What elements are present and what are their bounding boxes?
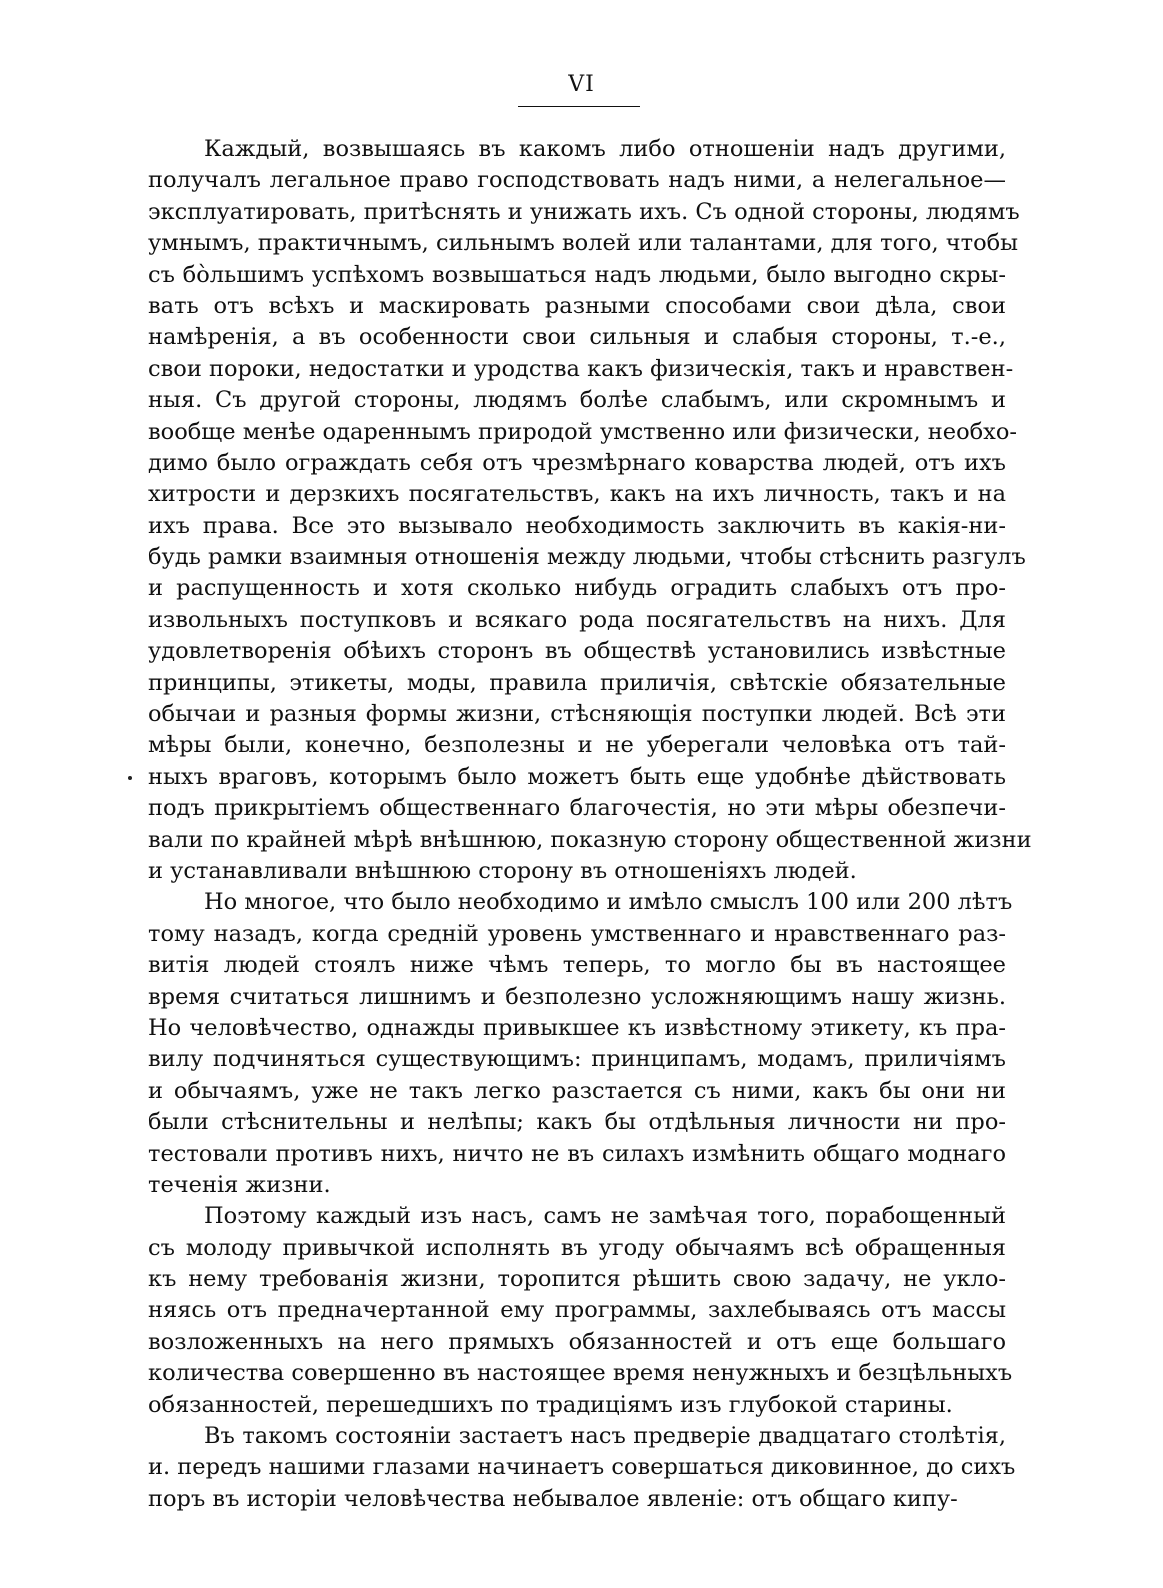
text-line: и распущенность и хотя сколько нибудь оградить слабыхъ отъ про- <box>148 575 1006 602</box>
page-header <box>0 72 1163 97</box>
text-line: Каждый, возвышаясь въ какомъ либо отношеніи надъ другими, <box>204 136 1006 162</box>
text-line: количества совершенно въ настоящее время ненужныхъ и безцѣльныхъ <box>148 1360 1013 1387</box>
text-line: Поэтому каждый изъ насъ, самъ не замѣчая того, порабощенный <box>204 1203 1006 1230</box>
text-line: ихъ права. Все это вызывало необходимость заключить въ какія-ни- <box>148 512 1006 539</box>
text-line: свои пороки, недостатки и уродства какъ физическія, такъ и нравствен- <box>148 355 1014 382</box>
text-line: и обычаямъ, уже не такъ легко разстается съ ними, какъ бы они ни <box>148 1077 1006 1104</box>
text-line: съ молоду привычкой исполнять въ угоду обычаямъ всѣ обращенныя <box>148 1234 1006 1261</box>
text-line: удовлетворенія обѣихъ сторонъ въ обществѣ установились извѣстные <box>148 638 1006 665</box>
text-line: няясь отъ предначертанной ему программы, захлебываясь отъ массы <box>148 1297 1006 1324</box>
paragraph <box>148 1201 1013 1421</box>
margin-mark <box>128 776 132 780</box>
text-line: вообще менѣе одареннымъ природой умственно или физически, необхо- <box>148 418 1018 445</box>
text-line: Но многое, что было необходимо и имѣло смыслъ 100 или 200 лѣтъ <box>204 889 1013 916</box>
text-line: съ бо̀льшимъ успѣхомъ возвышаться надъ людьми, было выгодно скры- <box>148 261 1006 288</box>
text-line: тому назадъ, когда среднiй уровень умственнаго и нравственнаго раз- <box>148 920 1006 947</box>
text-line: ныхъ враговъ, которымъ было можетъ быть еще удобнѣе дѣйствовать <box>148 763 1006 790</box>
text-line: димо было ограждать себя отъ чрезмѣрнаго коварства людей, отъ ихъ <box>148 449 1006 476</box>
header-rule <box>518 106 640 107</box>
text-line: и устанавливали внѣшнюю сторону въ отношеніяхъ людей. <box>148 857 857 884</box>
paragraph <box>148 1421 1016 1515</box>
text-line: эксплуатировать, притѣснять и унижать ихъ. Съ одной стороны, людямъ <box>148 198 1020 225</box>
text-line: принципы, этикеты, моды, правила приличія, свѣтскіе обязательные <box>148 669 1006 696</box>
paragraph <box>148 887 1013 1201</box>
body-text <box>148 134 1032 1515</box>
text-line: мѣры были, конечно, безполезны и не уберегали человѣка отъ тай- <box>148 732 1006 759</box>
text-line: умнымъ, практичнымъ, сильнымъ волей или талантами, для того, чтобы <box>148 230 1019 257</box>
text-line: время считаться лишнимъ и безполезно усложняющимъ нашу жизнь. <box>148 983 1006 1010</box>
text-line: обычаи и разныя формы жизни, стѣсняющія поступки людей. Всѣ эти <box>148 701 1006 728</box>
text-line: витія людей стоялъ ниже чѣмъ теперь, то могло бы въ настоящее <box>148 952 1006 979</box>
text-line: обязанностей, перешедшихъ по традиціямъ изъ глубокой старины. <box>148 1391 953 1418</box>
text-line: Въ такомъ состояніи застаетъ насъ предверіе двадцатаго столѣтія, <box>204 1423 1006 1450</box>
paragraph <box>148 134 1032 887</box>
text-line: будь рамки взаимныя отношенія между людьми, чтобы стѣснить разгулъ <box>148 544 1026 571</box>
text-line: хитрости и дерзкихъ посягательствъ, какъ на ихъ личность, такъ и на <box>148 481 1006 508</box>
text-line: и. передъ нашими глазами начинаетъ совершаться диковинное, до сихъ <box>148 1454 1016 1481</box>
page-number: VI <box>568 72 595 97</box>
text-line: теченія жизни. <box>148 1171 331 1198</box>
text-line: получалъ легальное право господствовать надъ ними, а нелегальное— <box>148 167 1006 194</box>
text-line: вали по крайней мѣрѣ внѣшнюю, показную сторону общественной жизни <box>148 826 1032 853</box>
text-line: подъ прикрытіемъ общественнаго благочестія, но эти мѣры обезпечи- <box>148 795 1006 822</box>
text-line: Но человѣчество, однажды привыкшее къ извѣстному этикету, къ пра- <box>148 1014 1006 1041</box>
text-line: намѣренія, а въ особенности свои сильныя и слабыя стороны, т.-е., <box>148 324 1006 351</box>
text-line: тестовали противъ нихъ, ничто не въ силахъ измѣнить общаго моднаго <box>148 1140 1006 1167</box>
text-line: вать отъ всѣхъ и маскировать разными способами свои дѣла, свои <box>148 292 1006 319</box>
text-line: поръ въ исторіи человѣчества небывалое явленіе: отъ общаго кипу- <box>148 1485 958 1512</box>
text-line: извольныхъ поступковъ и всякаго рода посягательствъ на нихъ. Для <box>148 606 1006 633</box>
text-line: вилу подчиняться существующимъ: принципамъ, модамъ, приличіямъ <box>148 1046 1006 1073</box>
text-line: къ нему требованія жизни, торопится рѣшить свою задачу, не укло- <box>148 1266 1006 1293</box>
text-line: были стѣснительны и нелѣпы; какъ бы отдѣльныя личности ни про- <box>148 1109 1006 1136</box>
text-line: ныя. Съ другой стороны, людямъ болѣе слабымъ, или скромнымъ и <box>148 387 1006 414</box>
text-line: возложенныхъ на него прямыхъ обязанностей и отъ еще большаго <box>148 1328 1006 1355</box>
